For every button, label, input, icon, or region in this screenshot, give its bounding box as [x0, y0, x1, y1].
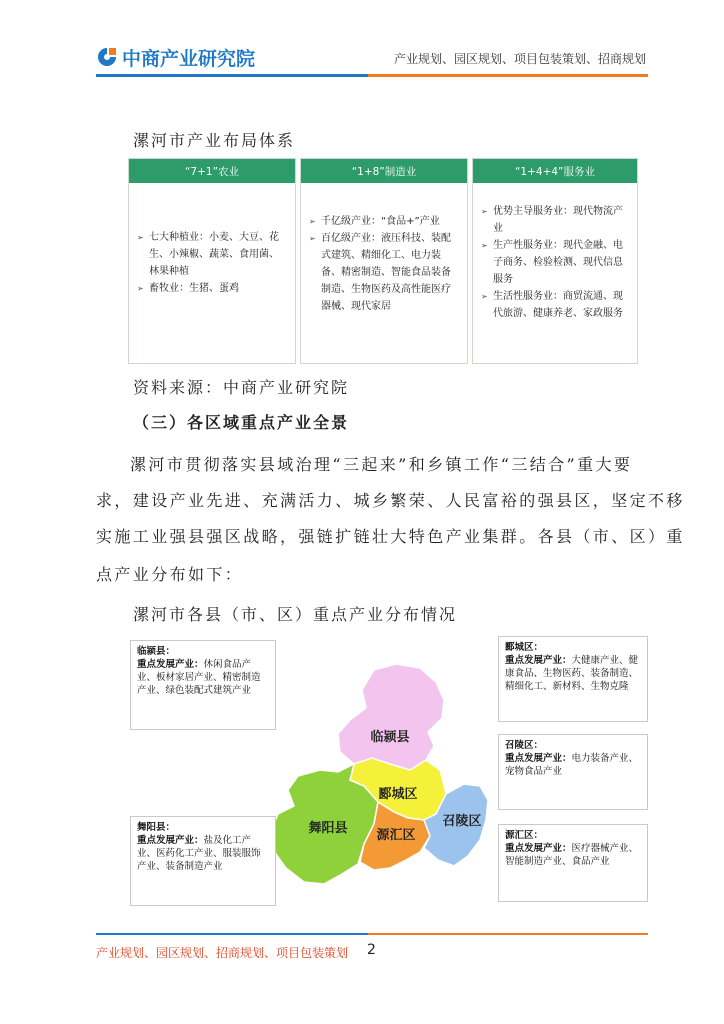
list-item: ➢ 千亿级产业：“食品+”产业	[309, 213, 459, 230]
map-label-wuyang: 舞阳县	[308, 821, 348, 836]
list-item: ➢ 百亿级产业：液压科技、装配式建筑、精细化工、电力装备、精密制造、智能食品装备制造、生物医药及高性能医疗器械、现代家居	[309, 230, 459, 315]
list-item: ➢ 七大种植业：小麦、大豆、花生、小辣椒、蔬菜、食用菌、林果种植	[137, 229, 287, 280]
logo-mark-icon	[96, 46, 118, 68]
info-box-wuyang: 舞阳县： 重点发展产业：盐及化工产业、医药化工产业、服装服饰产业、装备制造产业	[130, 816, 276, 906]
info-box-yancheng: 郾城区： 重点发展产业：大健康产业、健康食品、生物医药、装备制造、精细化工、新材料、生物克隆	[498, 636, 648, 722]
list-item: ➢ 生活性服务业：商贸流通、现代旅游、健康养老、家政服务	[481, 288, 629, 322]
pillar-head: “1+8”制造业	[301, 159, 467, 183]
paragraph-line: 求，建设产业先进、充满活力、城乡繁荣、人民富裕的强县区，坚定不移	[96, 491, 685, 510]
header-divider-blue	[96, 74, 368, 77]
company-logo	[96, 42, 255, 72]
arrow-bullet-icon: ➢	[309, 234, 316, 243]
arrow-bullet-icon: ➢	[137, 233, 144, 242]
region-industry-map	[128, 634, 648, 910]
info-box-yuanhui: 源汇区： 重点发展产业：医疗器械产业、智能制造产业、食品产业	[498, 824, 648, 902]
map-label-linying: 临颍县	[370, 730, 410, 745]
arrow-bullet-icon: ➢	[309, 217, 316, 226]
footer-divider-orange	[368, 933, 648, 935]
header-divider-orange	[368, 74, 648, 77]
paragraph-line: 点产业分布如下：	[96, 565, 244, 584]
paragraph-line: 实施工业强县强区战略，强链扩链壮大特色产业集群。各县（市、区）重	[96, 527, 685, 546]
map-label-yuanhui: 源汇区	[376, 828, 416, 843]
figure1-source: 资料来源：中商产业研究院	[133, 378, 350, 397]
logo-text: 中商产业研究院	[122, 47, 256, 70]
arrow-bullet-icon: ➢	[137, 284, 144, 293]
info-box-shaoling: 召陵区： 重点发展产业：电力装备产业、宠物食品产业	[498, 734, 648, 810]
map-label-yancheng: 郾城区	[378, 787, 418, 802]
pillar-agriculture	[128, 158, 296, 364]
list-item: ➢ 优势主导服务业：现代物流产业	[481, 203, 629, 237]
footer-divider-blue	[96, 933, 368, 935]
map-region-linying	[338, 664, 444, 770]
industry-layout-figure	[128, 158, 636, 362]
map-label-shaoling: 召陵区	[442, 814, 482, 829]
arrow-bullet-icon: ➢	[481, 292, 488, 301]
figure1-caption: 漯河市产业布局体系	[133, 131, 296, 150]
pillar-head: “1+4+4”服务业	[473, 159, 637, 183]
list-item: ➢ 畜牧业：生猪、蛋鸡	[137, 280, 287, 297]
header-nav-text: 产业规划、园区规划、项目包装策划、招商规划	[393, 52, 646, 66]
list-item: ➢ 生产性服务业：现代金融、电子商务、检验检测、现代信息服务	[481, 237, 629, 288]
footer-text: 产业规划、园区规划、招商规划、项目包装策划	[96, 946, 349, 960]
arrow-bullet-icon: ➢	[481, 241, 488, 250]
figure2-caption: 漯河市各县（市、区）重点产业分布情况	[133, 605, 458, 624]
pillar-services	[472, 158, 638, 364]
info-box-linying: 临颍县： 重点发展产业：休闲食品产业、板材家居产业、精密制造产业、绿色装配式建筑产业	[130, 640, 276, 730]
paragraph-line: 漯河市贯彻落实县域治理“三起来”和乡镇工作“三结合”重大要	[130, 455, 633, 474]
pillar-head: “7+1”农业	[129, 159, 295, 183]
pillar-manufacturing	[300, 158, 468, 364]
section-heading: （三）各区域重点产业全景	[133, 413, 350, 432]
page-number: 2	[367, 942, 376, 958]
arrow-bullet-icon: ➢	[481, 207, 488, 216]
